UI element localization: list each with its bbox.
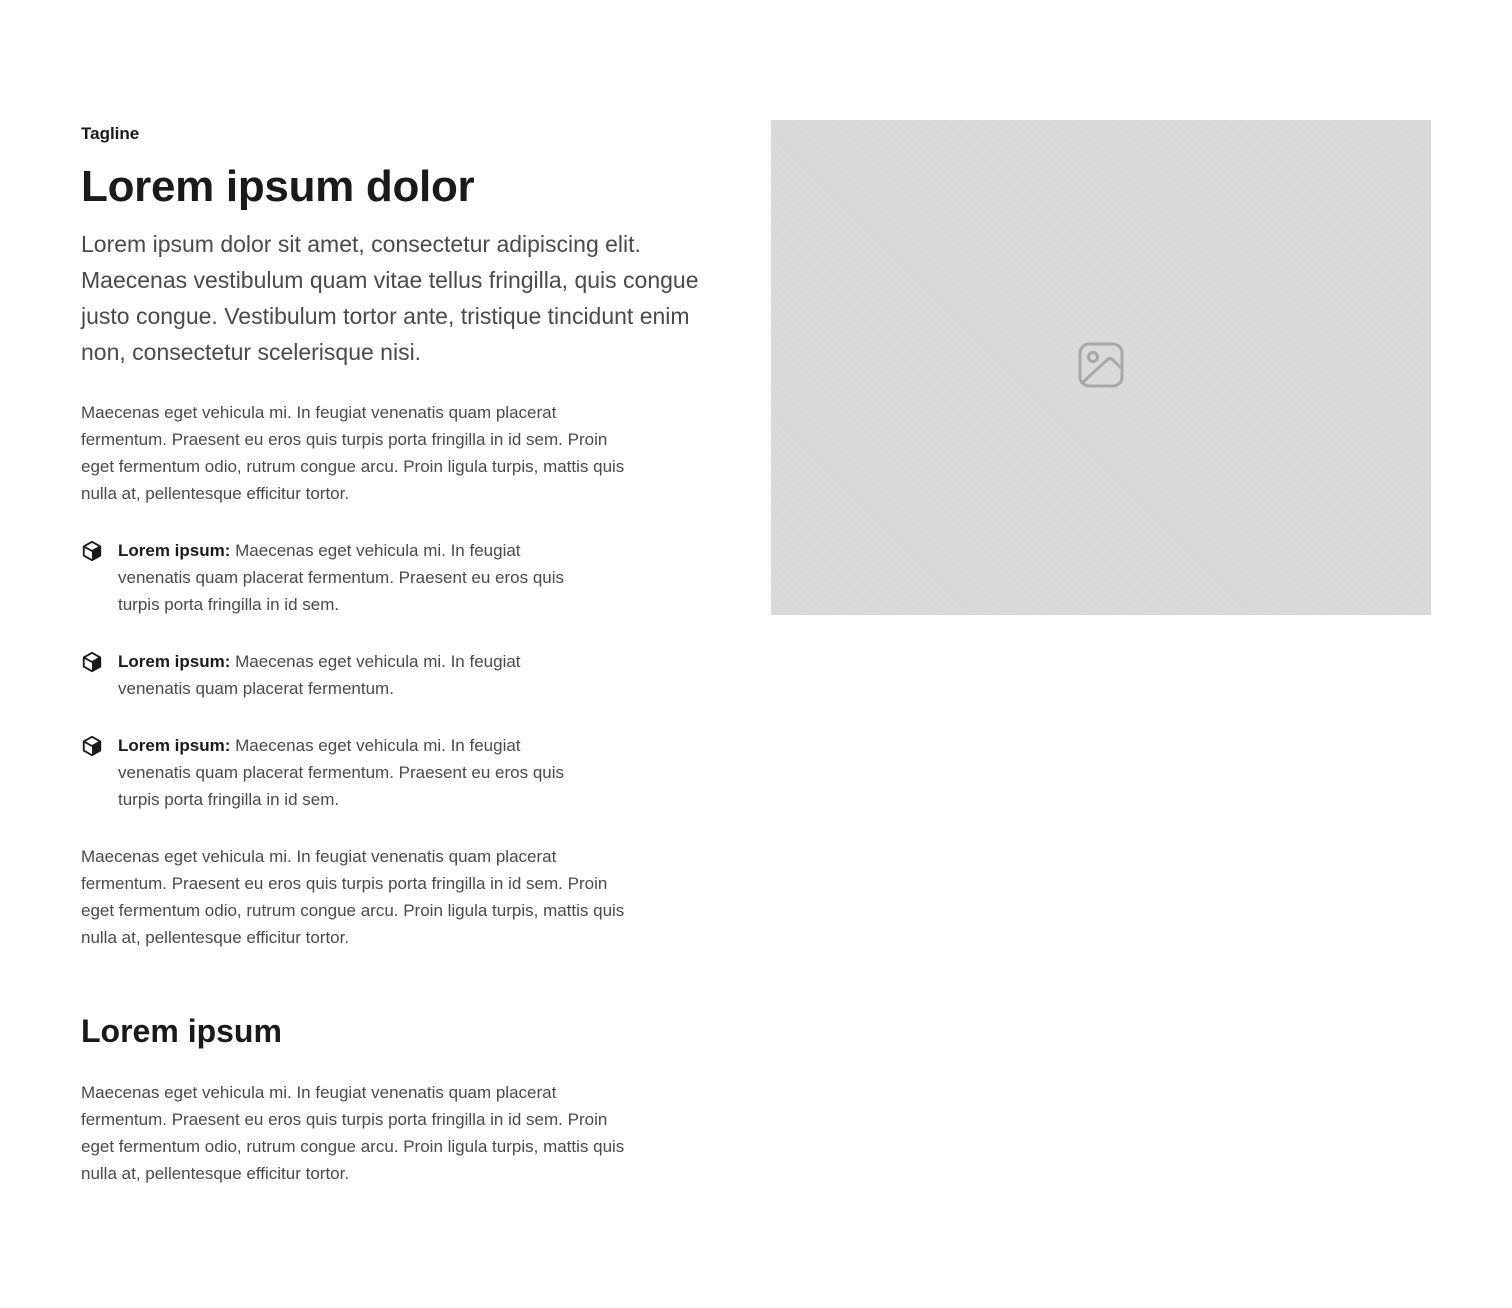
- image-placeholder: [771, 120, 1431, 615]
- feature-description: Maecenas eget vehicula mi. In feugiat venenatis quam placerat fermentum. Praesent eu eros quis turpis porta fringilla in id sem.: [118, 736, 565, 809]
- cube-icon: [81, 735, 103, 757]
- feature-text: [118, 732, 588, 813]
- feature-label: Lorem ipsum:: [118, 541, 231, 560]
- feature-text: [118, 648, 588, 702]
- feature-description: Maecenas eget vehicula mi. In feugiat venenatis quam placerat fermentum. Praesent eu eros quis turpis porta fringilla in id sem.: [118, 541, 565, 614]
- cube-icon: [81, 540, 103, 562]
- lead-paragraph: Lorem ipsum dolor sit amet, consectetur adipiscing elit. Maecenas vestibulum quam vitae tellus fringilla, quis congue justo congue. Vestibulum tortor ante, tristique tincidunt enim non, consectetur scelerisque nisi.: [81, 231, 699, 365]
- tagline: Tagline: [81, 124, 140, 143]
- body-paragraph-2: Maecenas eget vehicula mi. In feugiat venenatis quam placerat fermentum. Praesent eu eros quis turpis porta fringilla in id sem. Proin eget fermentum odio, rutrum congue arcu. Proin ligula turpis, mattis quis nulla at, pellentesque efficitur tortor.: [81, 847, 625, 947]
- page-title: Lorem ipsum dolor: [81, 162, 475, 211]
- section-subtitle: Lorem ipsum: [81, 1013, 282, 1049]
- layout-section: [81, 120, 1431, 1240]
- body-paragraph-1: Maecenas eget vehicula mi. In feugiat venenatis quam placerat fermentum. Praesent eu eros quis turpis porta fringilla in id sem. Proin eget fermentum odio, rutrum congue arcu. Proin ligula turpis, mattis quis nulla at, pellentesque efficitur tortor.: [81, 403, 625, 503]
- feature-text: [118, 537, 588, 618]
- feature-label: Lorem ipsum:: [118, 652, 231, 671]
- feature-label: Lorem ipsum:: [118, 736, 231, 755]
- image-placeholder-icon: [1077, 341, 1125, 394]
- cube-icon: [81, 651, 103, 673]
- body-paragraph-3: Maecenas eget vehicula mi. In feugiat venenatis quam placerat fermentum. Praesent eu eros quis turpis porta fringilla in id sem. Proin eget fermentum odio, rutrum congue arcu. Proin ligula turpis, mattis quis nulla at, pellentesque efficitur tortor.: [81, 1083, 625, 1183]
- feature-description: Maecenas eget vehicula mi. In feugiat venenatis quam placerat fermentum.: [118, 652, 521, 698]
